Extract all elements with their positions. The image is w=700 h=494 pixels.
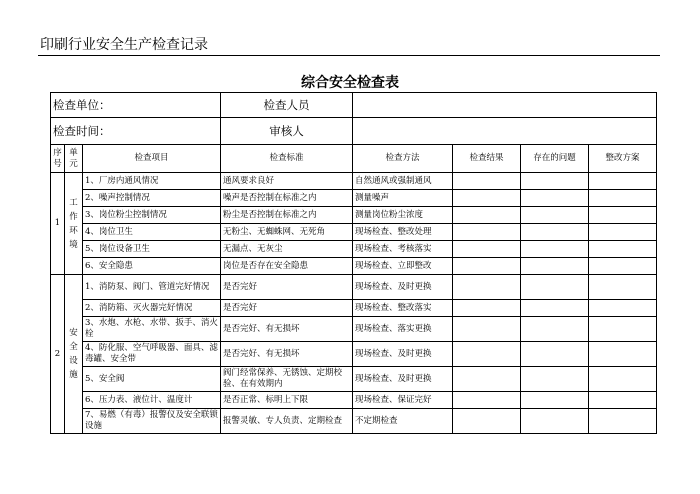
check-item: 4、岗位卫生 (83, 224, 221, 241)
check-item: 3、岗位粉尘控制情况 (83, 207, 221, 224)
result-cell[interactable] (453, 275, 521, 300)
result-cell[interactable] (453, 300, 521, 317)
check-method: 测量噪声 (353, 190, 453, 207)
check-method: 现场检查、及时更换 (353, 275, 453, 300)
table-row (51, 275, 657, 300)
check-item: 7、易燃（有毒）报警仪及安全联锁设施 (83, 409, 221, 434)
result-cell[interactable] (453, 241, 521, 258)
check-method: 现场检查、落实更换 (353, 317, 453, 342)
problem-cell[interactable] (521, 317, 589, 342)
problem-cell[interactable] (521, 342, 589, 367)
table-row (51, 224, 657, 241)
rectify-cell[interactable] (589, 392, 657, 409)
reviewer-label: 审核人 (221, 118, 353, 145)
problem-cell[interactable] (521, 224, 589, 241)
rectify-cell[interactable] (589, 173, 657, 190)
check-item: 3、水炮、水枪、水带、扳手、消火栓 (83, 317, 221, 342)
table-row (51, 258, 657, 275)
col-header-unit: 单元 (65, 145, 83, 173)
check-standard: 报警灵敏、专人负责、定期检查 (221, 409, 353, 434)
problem-cell[interactable] (521, 367, 589, 392)
col-header-result: 检查结果 (453, 145, 521, 173)
table-row (51, 241, 657, 258)
check-time-label: 检查时间： (51, 118, 221, 145)
rectify-cell[interactable] (589, 317, 657, 342)
check-method: 现场检查、整改处理 (353, 224, 453, 241)
check-method: 现场检查、考核落实 (353, 241, 453, 258)
rectify-cell[interactable] (589, 342, 657, 367)
table-row (51, 190, 657, 207)
check-method: 现场检查、立即整改 (353, 258, 453, 275)
check-item: 1、消防泵、阀门、管道完好情况 (83, 275, 221, 300)
result-cell[interactable] (453, 392, 521, 409)
check-method: 不定期检查 (353, 409, 453, 434)
header-divider (38, 55, 660, 56)
table-title: 综合安全检查表 (301, 75, 399, 91)
check-method: 自然通风或强制通风 (353, 173, 453, 190)
table-row (51, 173, 657, 190)
check-standard: 粉尘是否控制在标准之内 (221, 207, 353, 224)
group-seq: 1 (51, 173, 65, 275)
problem-cell[interactable] (521, 241, 589, 258)
rectify-cell[interactable] (589, 207, 657, 224)
result-cell[interactable] (453, 317, 521, 342)
check-standard: 岗位是否存在安全隐患 (221, 258, 353, 275)
result-cell[interactable] (453, 207, 521, 224)
col-header-rectify: 整改方案 (589, 145, 657, 173)
rectify-cell[interactable] (589, 241, 657, 258)
col-header-seq: 序号 (51, 145, 65, 173)
group-unit: 工作环境 (65, 173, 83, 275)
group-seq: 2 (51, 275, 65, 434)
result-cell[interactable] (453, 224, 521, 241)
check-standard: 是否完好、有无损坏 (221, 342, 353, 367)
table-row (51, 342, 657, 367)
check-item: 2、噪声控制情况 (83, 190, 221, 207)
check-standard: 无粉尘、无蜘蛛网、无死角 (221, 224, 353, 241)
rectify-cell[interactable] (589, 367, 657, 392)
check-standard: 通风要求良好 (221, 173, 353, 190)
problem-cell[interactable] (521, 207, 589, 224)
check-item: 5、岗位设备卫生 (83, 241, 221, 258)
problem-cell[interactable] (521, 190, 589, 207)
result-cell[interactable] (453, 190, 521, 207)
check-standard: 是否完好 (221, 300, 353, 317)
check-standard: 是否完好、有无损坏 (221, 317, 353, 342)
check-item: 2、消防箱、灭火器完好情况 (83, 300, 221, 317)
rectify-cell[interactable] (589, 224, 657, 241)
result-cell[interactable] (453, 367, 521, 392)
check-item: 1、厂房内通风情况 (83, 173, 221, 190)
check-method: 现场检查、及时更换 (353, 342, 453, 367)
col-header-standard: 检查标准 (221, 145, 353, 173)
check-standard: 是否正常、标明上下限 (221, 392, 353, 409)
col-header-method: 检查方法 (353, 145, 453, 173)
rectify-cell[interactable] (589, 275, 657, 300)
problem-cell[interactable] (521, 173, 589, 190)
problem-cell[interactable] (521, 258, 589, 275)
document-header: 印刷行业安全生产检查记录 (40, 37, 208, 53)
problem-cell[interactable] (521, 300, 589, 317)
result-cell[interactable] (453, 409, 521, 434)
check-standard: 噪声是否控制在标准之内 (221, 190, 353, 207)
check-item: 4、防化服、空气呼吸器、面具、滤毒罐、安全带 (83, 342, 221, 367)
group-unit: 安全设施 (65, 275, 83, 434)
table-row (51, 317, 657, 342)
problem-cell[interactable] (521, 409, 589, 434)
rectify-cell[interactable] (589, 300, 657, 317)
check-method: 现场检查、保证完好 (353, 392, 453, 409)
check-method: 测量岗位粉尘浓度 (353, 207, 453, 224)
result-cell[interactable] (453, 258, 521, 275)
check-standard: 阀门经常保养、无锈蚀、定期校验、在有效期内 (221, 367, 353, 392)
check-item: 6、安全隐患 (83, 258, 221, 275)
rectify-cell[interactable] (589, 409, 657, 434)
check-standard: 无漏点、无灰尘 (221, 241, 353, 258)
inspection-table (50, 92, 657, 434)
reviewer-value[interactable] (353, 118, 657, 145)
check-standard: 是否完好 (221, 275, 353, 300)
check-item: 5、安全阀 (83, 367, 221, 392)
check-unit-label: 检查单位： (51, 93, 221, 118)
check-method: 现场检查、整改落实 (353, 300, 453, 317)
rectify-cell[interactable] (589, 190, 657, 207)
table-row (51, 367, 657, 392)
inspector-label: 检查人员 (221, 93, 353, 118)
result-cell[interactable] (453, 173, 521, 190)
check-method: 现场检查、及时更换 (353, 367, 453, 392)
inspector-value[interactable] (353, 93, 657, 118)
table-row (51, 409, 657, 434)
problem-cell[interactable] (521, 392, 589, 409)
rectify-cell[interactable] (589, 258, 657, 275)
result-cell[interactable] (453, 342, 521, 367)
problem-cell[interactable] (521, 275, 589, 300)
col-header-problem: 存在的问题 (521, 145, 589, 173)
table-row (51, 300, 657, 317)
table-row (51, 207, 657, 224)
col-header-item: 检查项目 (83, 145, 221, 173)
check-item: 6、压力表、液位计、温度计 (83, 392, 221, 409)
table-row (51, 392, 657, 409)
